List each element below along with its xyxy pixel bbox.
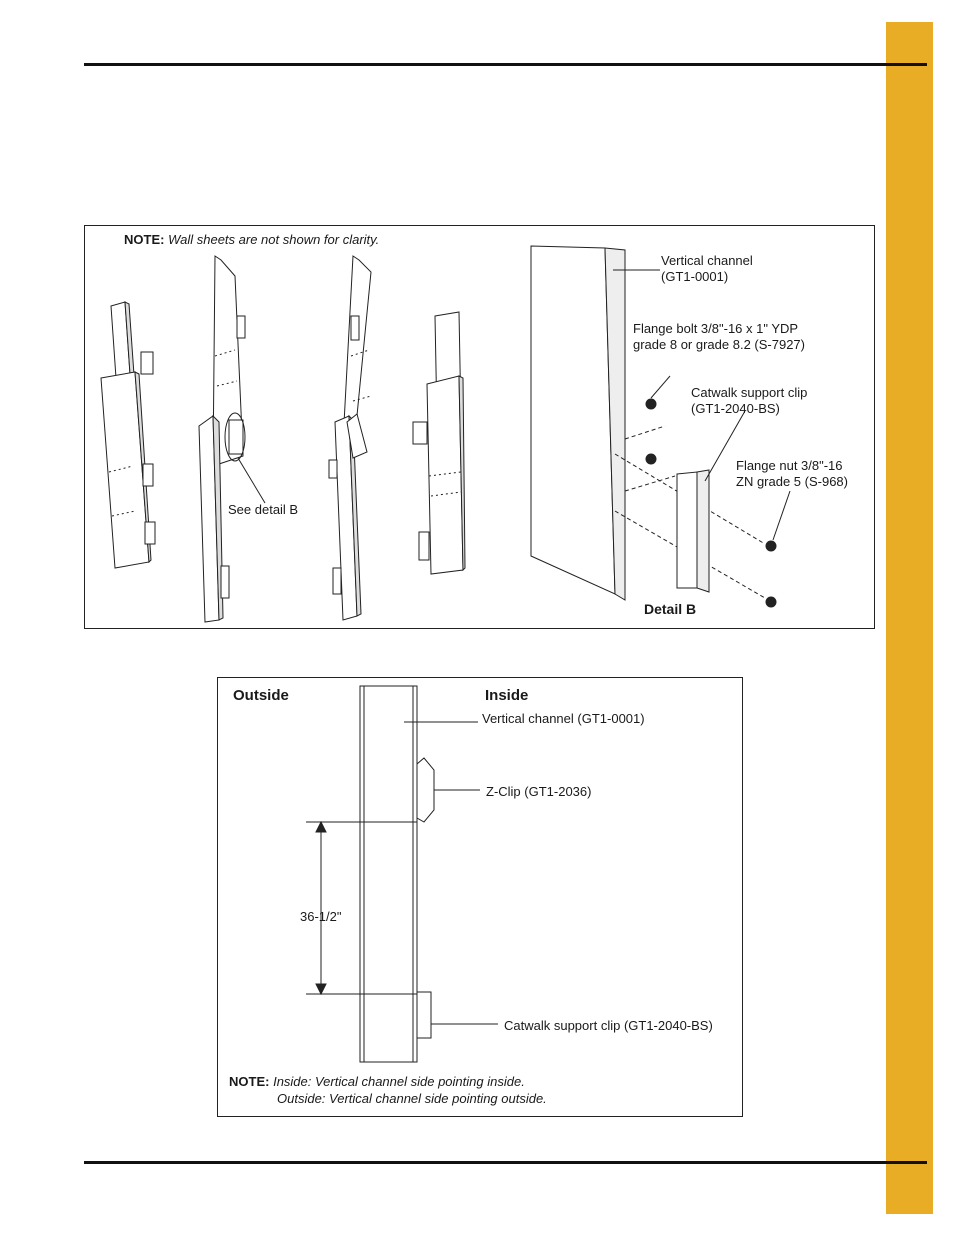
note-label: NOTE: — [229, 1074, 270, 1089]
flange-bolt-callout-1: Flange bolt 3/8"-16 x 1" YDP — [633, 321, 799, 336]
assembly-figure — [84, 225, 875, 629]
catwalk-clip-callout: Catwalk support clip (GT1-2040-BS) — [504, 1018, 713, 1033]
channel-assembly-1 — [101, 302, 155, 568]
section-tab — [886, 22, 933, 1214]
detail-b-drawing — [531, 246, 790, 607]
catwalk-clip-callout-2: (GT1-2040-BS) — [691, 401, 780, 416]
figure1-note — [124, 232, 379, 248]
outside-label: Outside — [233, 687, 289, 704]
channel-elevation-drawing — [218, 678, 742, 1116]
inside-label: Inside — [485, 687, 529, 704]
footer-rule — [84, 1161, 927, 1164]
dimension-label: 36-1/2" — [300, 909, 342, 924]
see-detail-label: See detail B — [228, 502, 299, 517]
channel-assembly-2 — [199, 256, 265, 622]
vertical-channel-callout-2: (GT1-0001) — [661, 269, 729, 284]
figure2-note-line2 — [277, 1091, 547, 1107]
vertical-channel-callout: Vertical channel (GT1-0001) — [482, 711, 645, 726]
note-text: Wall sheets are not shown for clarity. — [168, 232, 380, 247]
catwalk-clip-callout-1: Catwalk support clip — [691, 385, 808, 400]
flange-nut-callout-2: ZN grade 5 (S-968) — [736, 474, 848, 489]
channel-assembly-3 — [329, 256, 371, 620]
flange-nut-callout-1: Flange nut 3/8"-16 — [736, 458, 843, 473]
vertical-channel-callout-1: Vertical channel — [661, 253, 753, 268]
note-label: NOTE: — [124, 232, 165, 247]
channel-assembly-4 — [413, 312, 465, 574]
note-line1: Inside: Vertical channel side pointing inside. — [273, 1074, 525, 1089]
flange-bolt-callout-2: grade 8 or grade 8.2 (S-7927) — [633, 337, 805, 352]
figure2-note-line1 — [229, 1074, 525, 1090]
header-rule — [84, 63, 927, 66]
z-clip-callout: Z-Clip (GT1-2036) — [486, 784, 592, 799]
channel-placement-figure — [217, 677, 743, 1117]
note-line2: Outside: Vertical channel side pointing outside. — [277, 1091, 547, 1106]
assembly-drawing — [85, 226, 874, 628]
detail-b-title: Detail B — [644, 601, 697, 617]
